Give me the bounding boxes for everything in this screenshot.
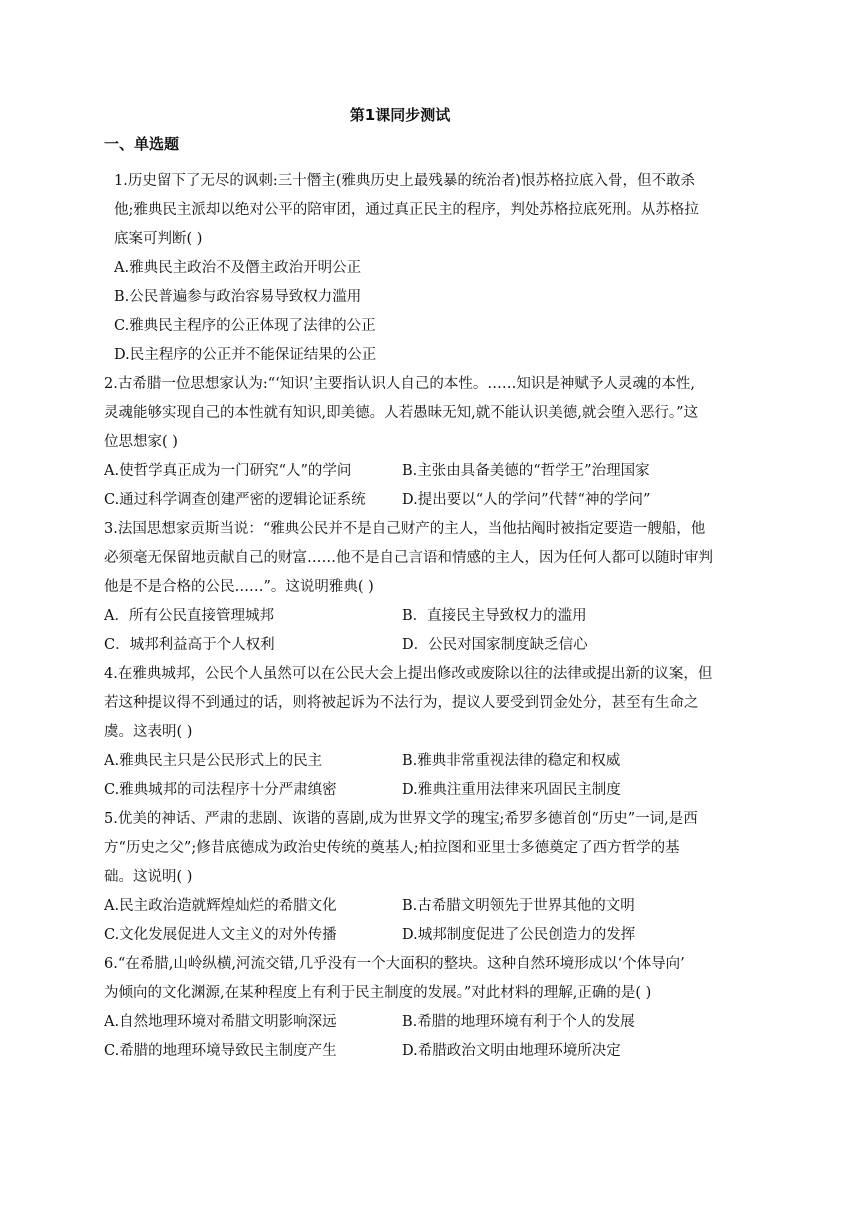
question-4-line-1: 4.在雅典城邦，公民个人虽然可以在公民大会上提出修改或废除以往的法律或提出新的议案，但 bbox=[104, 666, 713, 682]
question-6-option-d: D.希腊政治文明由地理环境所决定 bbox=[402, 1043, 621, 1059]
question-5-option-a: A.民主政治造就辉煌灿烂的希腊文化 bbox=[104, 898, 337, 914]
question-3-line-1: 3.法国思想家贡斯当说：“雅典公民并不是自己财产的主人，当他拈阄时被指定要造一艘船，他 bbox=[104, 521, 706, 537]
question-4-option-b: B.雅典非常重视法律的稳定和权威 bbox=[402, 753, 621, 769]
question-4-option-a: A.雅典民主只是公民形式上的民主 bbox=[104, 753, 323, 769]
question-2-line-1: 2.古希腊一位思想家认为:“‘知识’主要指认识人自己的本性。……知识是神赋予人灵魂的本性, bbox=[104, 376, 695, 392]
question-4-option-c: C.雅典城邦的司法程序十分严肃缜密 bbox=[104, 782, 337, 798]
question-6-option-b: B.希腊的地理环境有利于个人的发展 bbox=[402, 1014, 635, 1030]
page-title: 第1课同步测试 bbox=[349, 106, 451, 124]
question-1-line-3: 底案可判断( ) bbox=[114, 231, 203, 247]
section-heading: 一、单选题 bbox=[104, 135, 180, 153]
question-4-line-2: 若这种提议得不到通过的话，则将被起诉为不法行为，提议人要受到罚金处分，甚至有生命之 bbox=[104, 695, 699, 711]
question-3-option-a: A．所有公民直接管理城邦 bbox=[104, 608, 274, 624]
question-2-option-c: C.通过科学调查创建严密的逻辑论证系统 bbox=[104, 492, 366, 508]
question-1-option-d: D.民主程序的公正并不能保证结果的公正 bbox=[114, 347, 377, 363]
question-6-option-a: A.自然地理环境对希腊文明影响深远 bbox=[104, 1014, 337, 1030]
question-5-line-2: 方“历史之父”;修昔底德成为政治史传统的奠基人;柏拉图和亚里士多德奠定了西方哲学的基 bbox=[104, 840, 680, 856]
question-2-option-b: B.主张由具备美德的“哲学王”治理国家 bbox=[402, 463, 650, 479]
question-5-option-b: B.古希腊文明领先于世界其他的文明 bbox=[402, 898, 635, 914]
question-3-option-c: C．城邦利益高于个人权利 bbox=[104, 637, 275, 653]
question-1-line-2: 他;雅典民主派却以绝对公平的陪审团，通过真正民主的程序，判处苏格拉底死刑。从苏格拉 bbox=[114, 202, 699, 218]
question-2-option-a: A.使哲学真正成为一门研究“人”的学问 bbox=[104, 463, 352, 479]
question-3-option-d: D．公民对国家制度缺乏信心 bbox=[402, 637, 588, 653]
question-5-line-3: 础。这说明( ) bbox=[104, 869, 193, 885]
question-1-option-a: A.雅典民主政治不及僭主政治开明公正 bbox=[114, 260, 362, 276]
question-4-option-d: D.雅典注重用法律来巩固民主制度 bbox=[402, 782, 621, 798]
question-2-option-d: D.提出要以“人的学问”代替“神的学问” bbox=[402, 492, 651, 508]
question-3-line-2: 必须毫无保留地贡献自己的财富……他不是自己言语和情感的主人，因为任何人都可以随时审判 bbox=[104, 550, 713, 566]
question-2-line-3: 位思想家( ) bbox=[104, 434, 178, 450]
question-6-option-c: C.希腊的地理环境导致民主制度产生 bbox=[104, 1043, 337, 1059]
question-4-line-3: 虞。这表明( ) bbox=[104, 724, 193, 740]
question-3-line-3: 他是不是合格的公民……”。这说明雅典( ) bbox=[104, 579, 374, 595]
question-1-line-1: 1.历史留下了无尽的讽刺:三十僭主(雅典历史上最残暴的统治者)恨苏格拉底入骨，但不敢杀 bbox=[114, 173, 696, 189]
question-2-line-2: 灵魂能够实现自己的本性就有知识,即美德。人若愚昧无知,就不能认识美德,就会堕入恶行。”这 bbox=[104, 405, 698, 421]
question-5-line-1: 5.优美的神话、严肃的悲剧、诙谐的喜剧,成为世界文学的瑰宝;希罗多德首创“历史”一词,是西 bbox=[104, 811, 698, 827]
question-5-option-d: D.城邦制度促进了公民创造力的发挥 bbox=[402, 927, 636, 943]
question-3-option-b: B．直接民主导致权力的滥用 bbox=[402, 608, 587, 624]
question-6-line-1: 6.“在希腊,山岭纵横,河流交错,几乎没有一个大面积的整块。这种自然环境形成以‘个体导向’ bbox=[104, 956, 685, 972]
question-1-option-b: B.公民普遍参与政治容易导致权力滥用 bbox=[114, 289, 362, 305]
question-5-option-c: C.文化发展促进人文主义的对外传播 bbox=[104, 927, 337, 943]
question-6-line-2: 为倾向的文化渊源,在某种程度上有利于民主制度的发展。”对此材料的理解,正确的是( ) bbox=[104, 985, 652, 1001]
question-1-option-c: C.雅典民主程序的公正体现了法律的公正 bbox=[114, 318, 376, 334]
